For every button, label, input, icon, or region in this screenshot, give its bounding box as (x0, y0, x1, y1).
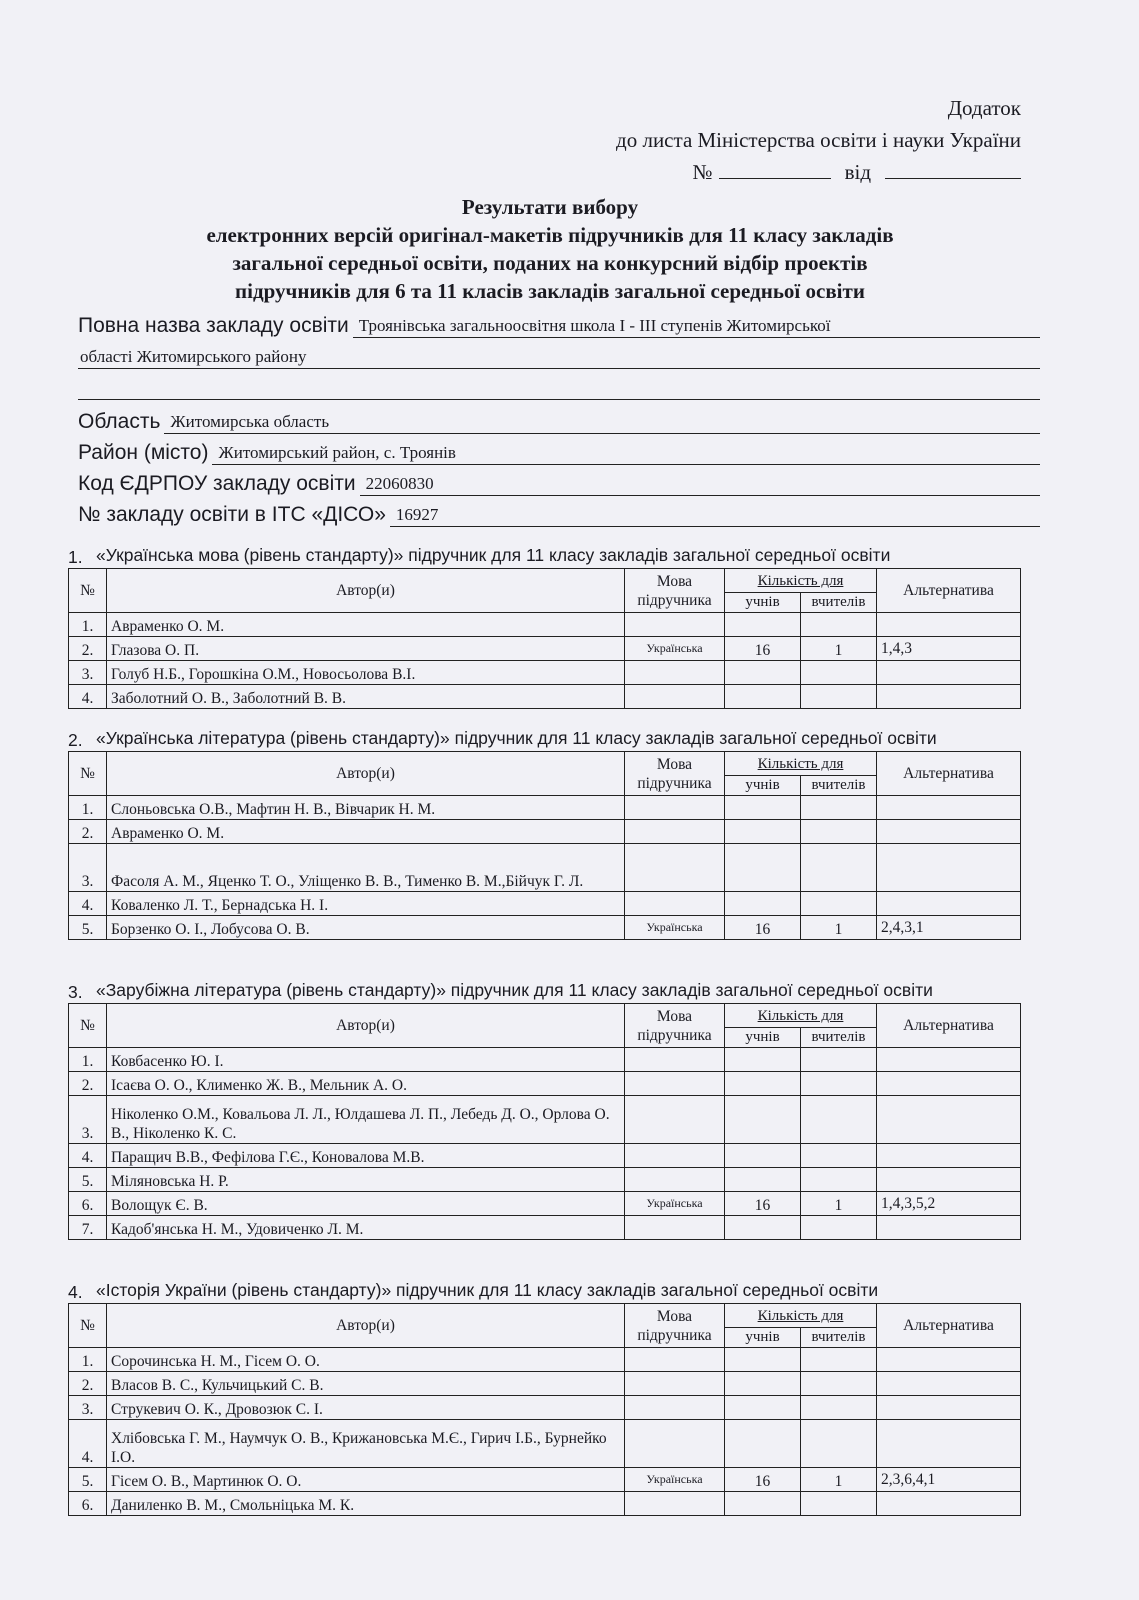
row-language (625, 1348, 725, 1372)
table-row (69, 1144, 1021, 1168)
col-header-teachers: вчителів (801, 776, 877, 796)
row-teachers (801, 1348, 877, 1372)
blank-line (78, 399, 1040, 400)
row-students (725, 661, 801, 685)
lang-header-line2: підручника (637, 1326, 712, 1344)
table-row (69, 796, 1021, 820)
row-teachers (801, 613, 877, 637)
table-row (69, 1372, 1021, 1396)
row-number: 4. (69, 685, 107, 709)
textbook-section (68, 980, 1020, 1240)
table-row (69, 892, 1021, 916)
title-line: електронних версій оригінал-макетів підручників для 11 класу закладів (206, 223, 894, 247)
row-teachers (801, 1144, 877, 1168)
row-authors: Сорочинська Н. М., Гісем О. О. (107, 1348, 625, 1372)
row-teachers: 1 (801, 1468, 877, 1492)
row-alternative (877, 1144, 1021, 1168)
row-alternative (877, 1072, 1021, 1096)
lang-header-line2: підручника (637, 591, 712, 609)
row-language (625, 613, 725, 637)
row-alternative (877, 892, 1021, 916)
row-teachers (801, 1072, 877, 1096)
row-language (625, 1420, 725, 1468)
blank-row (78, 372, 1040, 400)
row-authors: Ніколенко О.М., Ковальова Л. Л., Юлдашева Л. П., Лебедь Д. О., Орлова О. В., Ніколенко К. С. (107, 1096, 625, 1144)
full-name-label: Повна назва закладу освіти (78, 314, 349, 337)
row-students (725, 820, 801, 844)
row-students (725, 1372, 801, 1396)
row-students (725, 1216, 801, 1240)
section-number: 1. (68, 547, 83, 567)
row-number: 4. (69, 1144, 107, 1168)
row-teachers (801, 796, 877, 820)
number-label: № (692, 160, 713, 184)
col-header-language (625, 1004, 725, 1048)
row-students (725, 1396, 801, 1420)
row-students (725, 1420, 801, 1468)
row-students (725, 844, 801, 892)
row-number: 3. (69, 844, 107, 892)
table-row (69, 844, 1021, 892)
table-row (69, 820, 1021, 844)
row-alternative (877, 796, 1021, 820)
lang-header-line1: Мова (656, 1007, 693, 1025)
row-alternative (877, 1420, 1021, 1468)
textbook-table (68, 568, 1021, 709)
col-header-number: № (69, 569, 107, 613)
table-row (69, 1072, 1021, 1096)
table-row (69, 1348, 1021, 1372)
col-header-authors: Автор(и) (107, 569, 625, 613)
row-alternative (877, 844, 1021, 892)
col-header-alternative: Альтернатива (877, 1304, 1021, 1348)
col-header-students: учнів (725, 1028, 801, 1048)
row-teachers (801, 1168, 877, 1192)
table-row (69, 1396, 1021, 1420)
row-teachers (801, 1372, 877, 1396)
col-header-count: Кількість для (725, 569, 877, 593)
row-teachers (801, 892, 877, 916)
row-language: Українська (625, 1468, 725, 1492)
row-language: Українська (625, 1192, 725, 1216)
row-number: 3. (69, 661, 107, 685)
section-title (68, 728, 1020, 751)
full-name-value-continued: області Житомирського району (78, 346, 1040, 369)
row-authors: Хлібовська Г. М., Наумчук О. В., Крижановська М.Є., Гирич І.Б., Бурнейко І.О. (107, 1420, 625, 1468)
row-alternative: 1,4,3 (877, 637, 1021, 661)
letter-reference: до листа Міністерства освіти і науки України (616, 128, 1021, 152)
table-row (69, 613, 1021, 637)
row-students: 16 (725, 1468, 801, 1492)
lang-header-line2: підручника (637, 774, 712, 792)
lang-header-line1: Мова (656, 572, 693, 590)
row-authors: Заболотний О. В., Заболотний В. В. (107, 685, 625, 709)
row-alternative: 2,3,6,4,1 (877, 1468, 1021, 1492)
row-language (625, 685, 725, 709)
row-language (625, 1372, 725, 1396)
row-students (725, 1144, 801, 1168)
row-alternative (877, 685, 1021, 709)
row-teachers: 1 (801, 637, 877, 661)
row-language (625, 1168, 725, 1192)
itc-row (78, 499, 1040, 527)
row-authors: Власов В. С., Кульчицький С. В. (107, 1372, 625, 1396)
col-header-number: № (69, 1004, 107, 1048)
title-line: загальної середньої освіти, поданих на конкурсний відбір проектів (232, 251, 868, 275)
row-number: 1. (69, 796, 107, 820)
row-teachers: 1 (801, 1192, 877, 1216)
row-number: 1. (69, 1048, 107, 1072)
table-row (69, 1468, 1021, 1492)
row-students (725, 1348, 801, 1372)
lang-header-line1: Мова (656, 1307, 693, 1325)
row-language (625, 892, 725, 916)
row-students (725, 1048, 801, 1072)
section-number: 2. (68, 730, 83, 750)
row-authors: Голуб Н.Б., Горошкіна О.М., Новосьолова В.І. (107, 661, 625, 685)
region-value: Житомирська область (164, 411, 1040, 434)
document-title (40, 193, 1060, 305)
section-title (68, 1280, 1020, 1303)
section-number: 4. (68, 1282, 83, 1302)
row-alternative: 1,4,3,5,2 (877, 1192, 1021, 1216)
row-alternative (877, 613, 1021, 637)
col-header-students: учнів (725, 593, 801, 613)
table-row (69, 1492, 1021, 1516)
row-alternative (877, 1348, 1021, 1372)
row-teachers (801, 1048, 877, 1072)
row-students (725, 613, 801, 637)
row-teachers (801, 844, 877, 892)
row-students (725, 892, 801, 916)
edrpou-label: Код ЄДРПОУ закладу освіти (78, 472, 356, 495)
full-name-value: Троянівська загальноосвітня школа І - ІІІ ступенів Житомирської (353, 315, 1040, 338)
school-info-form (78, 310, 1040, 530)
textbook-section (68, 1280, 1020, 1516)
row-teachers: 1 (801, 916, 877, 940)
row-students (725, 1168, 801, 1192)
appendix-header (616, 92, 1021, 188)
textbook-table (68, 751, 1021, 940)
col-header-language (625, 1304, 725, 1348)
col-header-alternative: Альтернатива (877, 1004, 1021, 1048)
section-title-text: «Історія України (рівень стандарту)» підручник для 11 класу закладів загальної середньої освіти (96, 1280, 879, 1300)
full-name-row (78, 310, 1040, 338)
row-alternative (877, 820, 1021, 844)
row-alternative (877, 1096, 1021, 1144)
row-students: 16 (725, 916, 801, 940)
row-authors: Фасоля А. М., Яценко Т. О., Уліщенко В. В., Тименко В. М.,Бійчук Г. Л. (107, 844, 625, 892)
row-number: 4. (69, 892, 107, 916)
row-teachers (801, 685, 877, 709)
row-number: 5. (69, 916, 107, 940)
table-row (69, 1192, 1021, 1216)
col-header-teachers: вчителів (801, 1028, 877, 1048)
col-header-number: № (69, 752, 107, 796)
row-authors: Ковбасенко Ю. І. (107, 1048, 625, 1072)
row-authors: Струкевич О. К., Дровозюк С. І. (107, 1396, 625, 1420)
row-language (625, 1396, 725, 1420)
row-authors: Кадоб'янська Н. М., Удовиченко Л. М. (107, 1216, 625, 1240)
row-authors: Даниленко В. М., Смольніцька М. К. (107, 1492, 625, 1516)
date-blank (885, 161, 1021, 179)
row-language (625, 661, 725, 685)
row-authors: Глазова О. П. (107, 637, 625, 661)
section-title-text: «Зарубіжна література (рівень стандарту)» підручник для 11 класу закладів загальної середньої освіти (96, 980, 933, 1000)
row-authors: Авраменко О. М. (107, 820, 625, 844)
row-number: 2. (69, 820, 107, 844)
row-language: Українська (625, 637, 725, 661)
row-number: 6. (69, 1192, 107, 1216)
row-number: 5. (69, 1168, 107, 1192)
title-line: підручників для 6 та 11 класів закладів загальної середньої освіти (235, 279, 865, 303)
row-authors: Авраменко О. М. (107, 613, 625, 637)
row-students (725, 685, 801, 709)
col-header-teachers: вчителів (801, 1328, 877, 1348)
col-header-number: № (69, 1304, 107, 1348)
row-language (625, 1492, 725, 1516)
row-alternative (877, 1492, 1021, 1516)
row-students (725, 1492, 801, 1516)
col-header-count: Кількість для (725, 752, 877, 776)
row-teachers (801, 1096, 877, 1144)
textbook-section (68, 728, 1020, 940)
row-number: 2. (69, 637, 107, 661)
row-alternative: 2,4,3,1 (877, 916, 1021, 940)
region-label: Область (78, 410, 161, 433)
col-header-authors: Автор(и) (107, 752, 625, 796)
row-authors: Гісем О. В., Мартинюк О. О. (107, 1468, 625, 1492)
table-row (69, 1420, 1021, 1468)
row-teachers (801, 1216, 877, 1240)
edrpou-value: 22060830 (360, 473, 1040, 496)
district-value: Житомирський район, с. Троянів (212, 442, 1040, 465)
table-row (69, 1168, 1021, 1192)
row-authors: Волощук Є. В. (107, 1192, 625, 1216)
section-number: 3. (68, 982, 83, 1002)
col-header-students: учнів (725, 776, 801, 796)
row-students (725, 796, 801, 820)
table-row (69, 1216, 1021, 1240)
row-students (725, 1096, 801, 1144)
lang-header-line1: Мова (656, 755, 693, 773)
row-authors: Коваленко Л. Т., Бернадська Н. І. (107, 892, 625, 916)
section-title-text: «Українська література (рівень стандарту)» підручник для 11 класу закладів загальної середньої освіти (96, 728, 937, 748)
row-number: 6. (69, 1492, 107, 1516)
row-language: Українська (625, 916, 725, 940)
row-language (625, 796, 725, 820)
appendix-label: Додаток (947, 96, 1021, 120)
letter-number-line (616, 156, 1021, 188)
title-line: Результати вибору (461, 195, 639, 219)
row-students: 16 (725, 637, 801, 661)
section-title-text: «Українська мова (рівень стандарту)» підручник для 11 класу закладів загальної середньої освіти (96, 545, 891, 565)
section-title (68, 545, 1020, 568)
edrpou-row (78, 468, 1040, 496)
row-language (625, 1096, 725, 1144)
row-alternative (877, 1216, 1021, 1240)
table-row (69, 685, 1021, 709)
region-row (78, 406, 1040, 434)
itc-value: 16927 (390, 504, 1040, 527)
textbook-table (68, 1303, 1021, 1516)
col-header-count: Кількість для (725, 1304, 877, 1328)
row-alternative (877, 661, 1021, 685)
row-authors: Міляновська Н. Р. (107, 1168, 625, 1192)
number-blank (719, 161, 831, 179)
row-teachers (801, 820, 877, 844)
row-authors: Слоньовська О.В., Мафтин Н. В., Вівчарик Н. М. (107, 796, 625, 820)
row-number: 2. (69, 1072, 107, 1096)
table-row (69, 916, 1021, 940)
row-alternative (877, 1372, 1021, 1396)
table-row (69, 661, 1021, 685)
row-language (625, 1216, 725, 1240)
row-teachers (801, 1492, 877, 1516)
table-row (69, 637, 1021, 661)
row-teachers (801, 661, 877, 685)
itc-label: № закладу освіти в ІТС «ДІСО» (78, 503, 386, 526)
row-authors: Борзенко О. І., Лобусова О. В. (107, 916, 625, 940)
full-name-continuation-row (78, 341, 1040, 369)
row-number: 1. (69, 613, 107, 637)
col-header-authors: Автор(и) (107, 1004, 625, 1048)
row-alternative (877, 1168, 1021, 1192)
col-header-alternative: Альтернатива (877, 752, 1021, 796)
row-teachers (801, 1396, 877, 1420)
district-label: Район (місто) (78, 441, 209, 464)
row-language (625, 820, 725, 844)
col-header-teachers: вчителів (801, 593, 877, 613)
row-number: 2. (69, 1372, 107, 1396)
row-language (625, 1144, 725, 1168)
textbook-section (68, 545, 1020, 709)
table-row (69, 1048, 1021, 1072)
textbook-table (68, 1003, 1021, 1240)
row-number: 1. (69, 1348, 107, 1372)
lang-header-line2: підручника (637, 1026, 712, 1044)
table-row (69, 1096, 1021, 1144)
col-header-authors: Автор(и) (107, 1304, 625, 1348)
row-alternative (877, 1048, 1021, 1072)
row-number: 3. (69, 1396, 107, 1420)
district-row (78, 437, 1040, 465)
row-language (625, 1048, 725, 1072)
row-authors: Паращич В.В., Фефілова Г.Є., Коновалова М.В. (107, 1144, 625, 1168)
row-alternative (877, 1396, 1021, 1420)
col-header-language (625, 569, 725, 613)
row-students (725, 1072, 801, 1096)
row-authors: Ісаєва О. О., Клименко Ж. В., Мельник А. О. (107, 1072, 625, 1096)
row-number: 7. (69, 1216, 107, 1240)
col-header-count: Кількість для (725, 1004, 877, 1028)
row-language (625, 1072, 725, 1096)
row-language (625, 844, 725, 892)
row-number: 4. (69, 1420, 107, 1468)
col-header-students: учнів (725, 1328, 801, 1348)
col-header-alternative: Альтернатива (877, 569, 1021, 613)
row-teachers (801, 1420, 877, 1468)
section-title (68, 980, 1020, 1003)
col-header-language (625, 752, 725, 796)
row-number: 5. (69, 1468, 107, 1492)
row-number: 3. (69, 1096, 107, 1144)
from-label: від (844, 160, 871, 184)
row-students: 16 (725, 1192, 801, 1216)
